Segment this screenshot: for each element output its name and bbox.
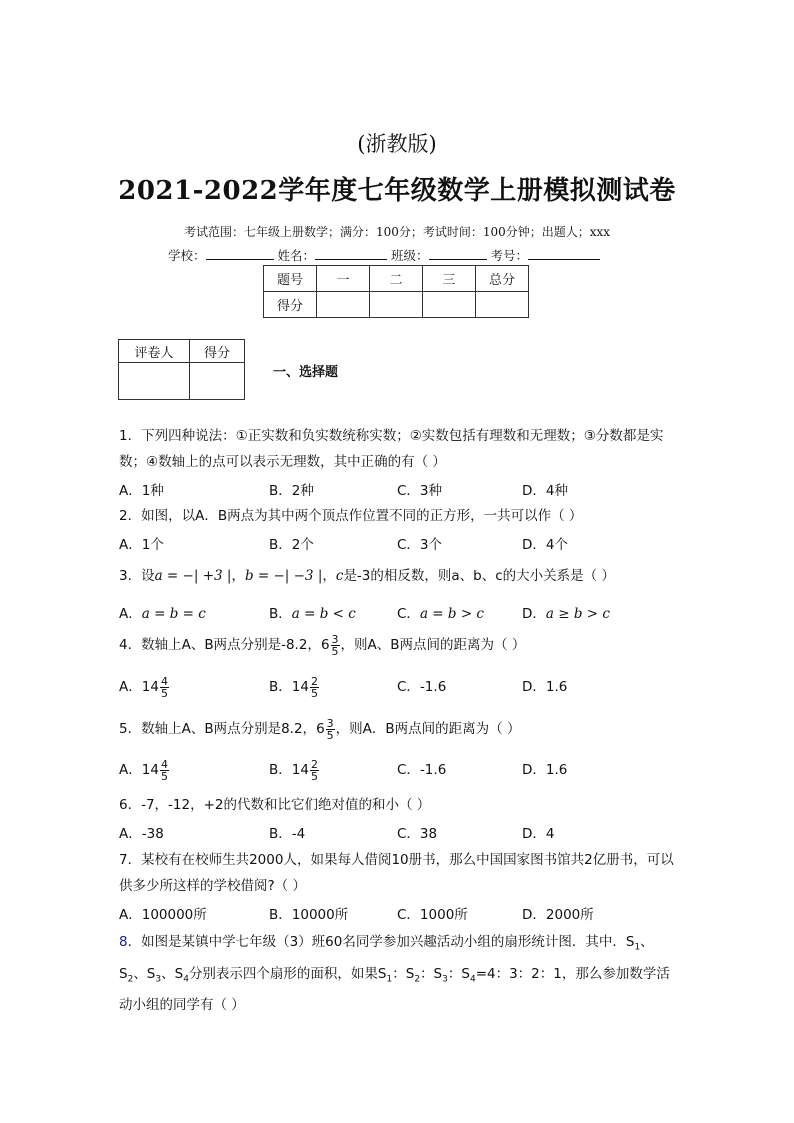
q4-suffix: ，则A、B两点间的距离为（ ） <box>340 637 526 653</box>
option-a[interactable]: A．1种 <box>119 483 164 499</box>
class-field[interactable] <box>429 245 487 260</box>
numerator: 2 <box>310 757 318 771</box>
option-a[interactable]: A．100000所 <box>119 907 207 923</box>
name-label: 姓名： <box>277 248 316 263</box>
q8-text: =4：3：2：1，那么参加数学活动小组的同学有（ ） <box>119 965 670 1014</box>
option-c[interactable]: C．3种 <box>397 483 443 499</box>
q8-text: 、S <box>119 934 654 982</box>
option-c[interactable]: C．1000所 <box>397 907 468 923</box>
q3-suffix: 是-3的相反数，则a、b、c的大小关系是（ ） <box>343 568 615 584</box>
student-fields <box>168 245 600 264</box>
question-3-options <box>119 602 679 624</box>
option-fraction <box>310 676 319 699</box>
subscript: 1 <box>634 942 641 953</box>
option-d[interactable] <box>522 675 567 695</box>
q4-fraction <box>331 634 340 657</box>
question-5 <box>119 716 679 742</box>
numerator: 3 <box>326 716 334 730</box>
q8-text: ．如图是某镇中学七年级（3）班60名同学参加兴趣活动小组的扇形统计图．其中．S <box>127 934 635 950</box>
option-label: A． <box>119 679 142 695</box>
option-d[interactable]: D．4 <box>522 826 555 842</box>
option-label: B． <box>269 762 292 778</box>
exam-info: 考试范围：七年级上册数学；满分：100分；考试时间：100分钟；出题人；xxx <box>183 225 611 239</box>
subscript: 4 <box>183 974 189 985</box>
q3-prefix: 3．设 <box>119 568 155 584</box>
option-a[interactable] <box>119 758 170 782</box>
score-row-label: 得分 <box>264 292 317 318</box>
option-value: 1.6 <box>545 762 568 778</box>
option-b[interactable]: B．2个 <box>269 537 314 553</box>
subscript: 1 <box>386 974 393 985</box>
exam-number-field[interactable] <box>528 245 600 260</box>
denominator: 5 <box>160 769 168 783</box>
numerator: 4 <box>160 674 168 688</box>
option-a[interactable] <box>119 602 206 622</box>
option-label: B． <box>269 606 292 622</box>
option-value: 1.6 <box>545 679 568 695</box>
option-b[interactable] <box>269 758 320 782</box>
option-label: D． <box>522 679 546 695</box>
numerator: 2 <box>310 674 318 688</box>
q5-suffix: ，则A．B两点间的距离为（ ） <box>335 721 521 737</box>
score-table-header-row <box>264 266 529 292</box>
q4-whole: 6 <box>320 637 330 653</box>
option-fraction <box>160 676 169 699</box>
option-a[interactable]: A．1个 <box>119 537 164 553</box>
option-expr: a = b = c <box>141 606 206 622</box>
grader-score-cell[interactable] <box>190 363 245 400</box>
denominator: 5 <box>310 686 318 700</box>
question-1: 1．下列四种说法：①正实数和负实数统称实数；②实数包括有理数和无理数；③分数都是实数；④数轴上的点可以表示无理数，其中正确的有（ ） <box>119 428 664 470</box>
option-a[interactable] <box>119 675 170 699</box>
subscript: 2 <box>414 974 421 985</box>
class-label: 班级： <box>391 248 429 263</box>
denominator: 5 <box>331 644 339 658</box>
option-expr: a = b < c <box>291 606 356 622</box>
question-1-options <box>119 479 679 501</box>
question-6: 6．-7，-12，+2的代数和比它们绝对值的和小（ ） <box>119 797 431 813</box>
q4-prefix: 4．数轴上A、B两点分别是-8.2， <box>119 637 321 653</box>
question-8 <box>119 929 679 1018</box>
numerator: 4 <box>160 757 168 771</box>
option-whole: 14 <box>291 679 309 695</box>
option-expr: a ≥ b > c <box>545 606 610 622</box>
score-table-cell: 一 <box>317 266 370 292</box>
option-label: A． <box>119 762 142 778</box>
option-whole: 14 <box>141 679 159 695</box>
subscript: 4 <box>469 974 476 985</box>
q3-var-c: c <box>335 568 344 584</box>
subscript: 3 <box>155 974 162 985</box>
q5-fraction <box>326 718 335 741</box>
option-value: -1.6 <box>419 762 447 778</box>
option-label: C． <box>397 679 420 695</box>
option-c[interactable]: C．38 <box>397 826 438 842</box>
section-title: 一、选择题 <box>273 365 339 380</box>
option-label: C． <box>397 606 420 622</box>
option-label: B． <box>269 679 292 695</box>
grader-input-cell[interactable] <box>119 363 190 400</box>
q8-text: 、S <box>133 965 156 982</box>
option-d[interactable] <box>522 602 610 622</box>
option-fraction <box>310 759 319 782</box>
option-label: A． <box>119 606 142 622</box>
score-table-cell: 三 <box>423 266 476 292</box>
option-fraction <box>160 759 169 782</box>
option-c[interactable] <box>397 758 446 778</box>
question-4 <box>119 632 679 658</box>
question-2-options <box>119 533 679 555</box>
question-3 <box>119 563 679 589</box>
option-b[interactable]: B．2种 <box>269 483 314 499</box>
numerator: 3 <box>331 632 339 646</box>
question-5-options <box>119 757 679 783</box>
question-4-options <box>119 674 679 700</box>
q8-text: 、S <box>161 965 184 982</box>
subscript: 2 <box>127 974 134 985</box>
option-b[interactable]: B．10000所 <box>269 907 349 923</box>
q3-sep: ， <box>231 568 245 584</box>
option-c[interactable] <box>397 602 484 622</box>
question-7: 7．某校有在校师生共2000人，如果每人借阅10册书，那么中国国家图书馆共2亿册书，可以供多少所这样的学校借阅?（ ） <box>119 852 674 894</box>
option-b[interactable] <box>269 675 320 699</box>
grader-score-header: 得分 <box>190 340 245 363</box>
option-label: C． <box>397 762 420 778</box>
question-6-options <box>119 822 679 844</box>
score-table-cell: 题号 <box>264 266 317 292</box>
question-7-options <box>119 903 679 925</box>
exam-number-label: 考号： <box>490 248 529 263</box>
q8-text: ：S <box>392 965 415 982</box>
q5-prefix: 5．数轴上A、B两点分别是8.2， <box>119 721 317 737</box>
subscript: 3 <box>442 974 448 985</box>
score-table-cell: 总分 <box>476 266 529 292</box>
q5-whole: 6 <box>316 721 325 737</box>
edition-label: (浙教版) <box>357 132 437 156</box>
option-whole: 14 <box>141 762 159 778</box>
score-input-cell[interactable] <box>317 292 370 318</box>
q8-text: 分别表示四个扇形的面积，如果S <box>188 965 387 982</box>
school-field[interactable] <box>206 245 274 260</box>
option-b[interactable]: B．-4 <box>269 826 306 842</box>
option-d[interactable] <box>522 758 567 778</box>
denominator: 5 <box>310 769 318 783</box>
q8-text: ：S <box>447 965 470 982</box>
option-c[interactable] <box>397 675 446 695</box>
grader-header: 评卷人 <box>119 340 190 363</box>
score-table-score-row <box>264 292 529 318</box>
page-title: 2021-2022学年度七年级数学上册模拟测试卷 <box>118 176 676 206</box>
option-d[interactable]: D．4个 <box>522 537 568 553</box>
score-input-cell[interactable] <box>423 292 476 318</box>
q8-number: 8 <box>119 934 128 950</box>
q3-sep: ， <box>322 568 336 584</box>
school-label: 学校： <box>168 248 206 263</box>
option-c[interactable]: C．3个 <box>397 537 443 553</box>
option-b[interactable] <box>269 602 356 622</box>
score-input-cell[interactable] <box>370 292 423 318</box>
option-value: -1.6 <box>419 679 447 695</box>
question-2: 2．如图，以A．B两点为其中两个顶点作位置不同的正方形，一共可以作（ ） <box>119 508 583 524</box>
option-d[interactable]: D．4种 <box>522 483 568 499</box>
option-d[interactable]: D．2000所 <box>522 907 594 923</box>
q3-expr-b: b = −| −3 | <box>244 568 323 584</box>
score-table-cell: 二 <box>370 266 423 292</box>
score-input-cell[interactable] <box>476 292 529 318</box>
denominator: 5 <box>326 728 334 742</box>
option-label: D． <box>522 606 546 622</box>
q3-expr-a: a = −| +3 | <box>154 568 232 584</box>
option-expr: a = b > c <box>419 606 484 622</box>
score-table <box>263 265 529 318</box>
option-a[interactable]: A．-38 <box>119 826 164 842</box>
option-whole: 14 <box>291 762 309 778</box>
option-label: D． <box>522 762 546 778</box>
q8-text: ：S <box>420 965 443 982</box>
name-field[interactable] <box>315 245 387 260</box>
grader-table <box>118 339 245 400</box>
denominator: 5 <box>160 686 168 700</box>
